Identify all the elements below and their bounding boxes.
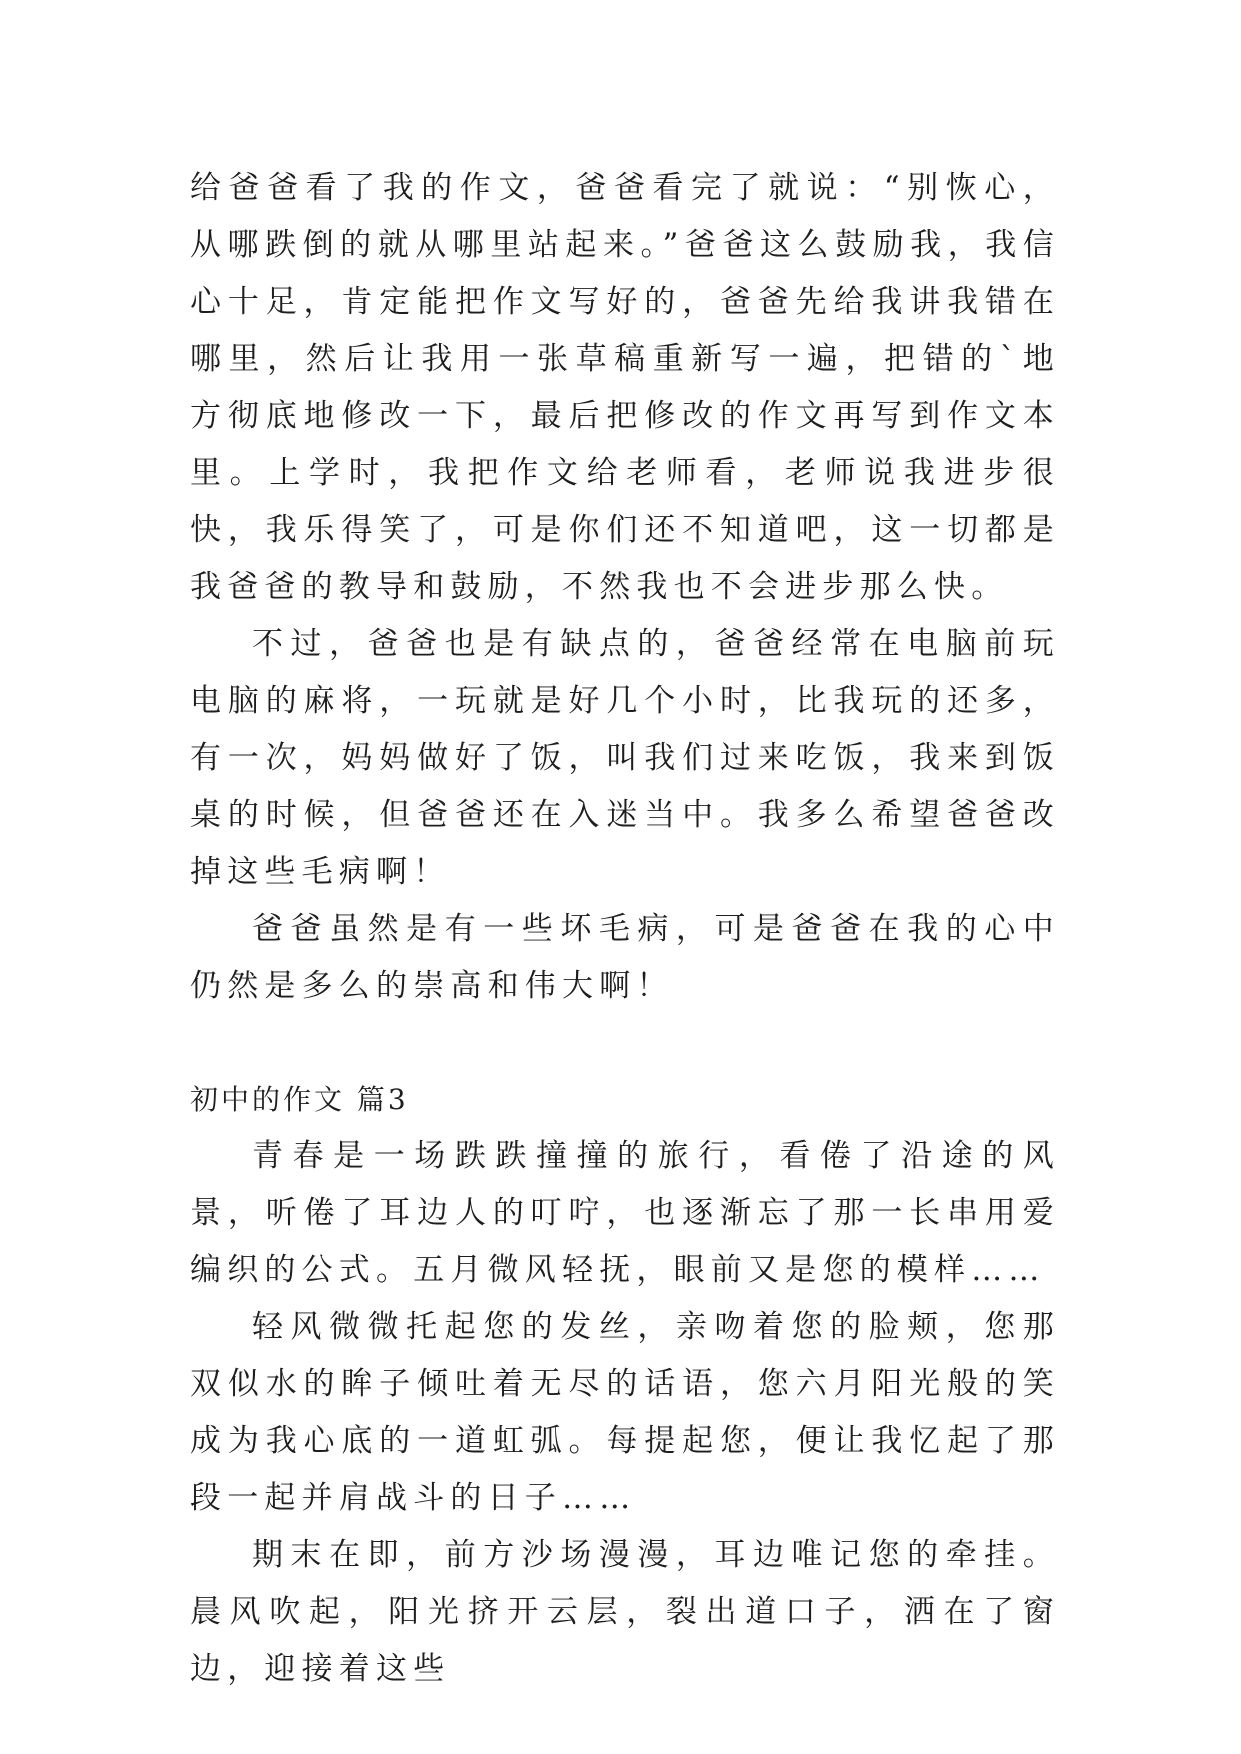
paragraph: 期末在即，前方沙场漫漫，耳边唯记您的牵挂。晨风吹起，阳光挤开云层，裂出道口子，洒在了窗边，迎接着这些 bbox=[190, 1537, 1060, 1687]
document-body bbox=[190, 160, 1060, 1698]
paragraph-continued: 给爸爸看了我的作文，爸爸看完了就说：“别恢心，从哪跌倒的就从哪里站起来。”爸爸这么鼓励我，我信心十足，肯定能把作文写好的，爸爸先给我讲我错在哪里，然后让我用一张草稿重新写一遍，把错的`地方彻底地修改一下，最后把修改的作文再写到作文本里。上学时，我把作文给老师看，老师说我进步很快，我乐得笑了，可是你们还不知道吧，这一切都是我爸爸的教导和鼓励，不然我也不会进步那么快。 bbox=[190, 170, 1060, 605]
paragraph: 青春是一场跌跌撞撞的旅行，看倦了沿途的风景，听倦了耳边人的叮咛，也逐渐忘了那一长串用爱编织的公式。五月微风轻抚，眼前又是您的模样…… bbox=[190, 1138, 1060, 1288]
section-title: 初中的作文 篇3 bbox=[190, 1083, 409, 1116]
paragraph: 轻风微微托起您的发丝，亲吻着您的脸颊，您那双似水的眸子倾吐着无尽的话语，您六月阳光般的笑成为我心底的一道虹弧。每提起您，便让我忆起了那段一起并肩战斗的日子…… bbox=[190, 1309, 1060, 1516]
paragraph: 爸爸虽然是有一些坏毛病，可是爸爸在我的心中仍然是多么的崇高和伟大啊！ bbox=[190, 911, 1060, 1004]
paragraph: 不过，爸爸也是有缺点的，爸爸经常在电脑前玩电脑的麻将，一玩就是好几个小时，比我玩的还多，有一次，妈妈做好了饭，叫我们过来吃饭，我来到饭桌的时候，但爸爸还在入迷当中。我多么希望爸爸改掉这些毛病啊！ bbox=[190, 626, 1060, 890]
